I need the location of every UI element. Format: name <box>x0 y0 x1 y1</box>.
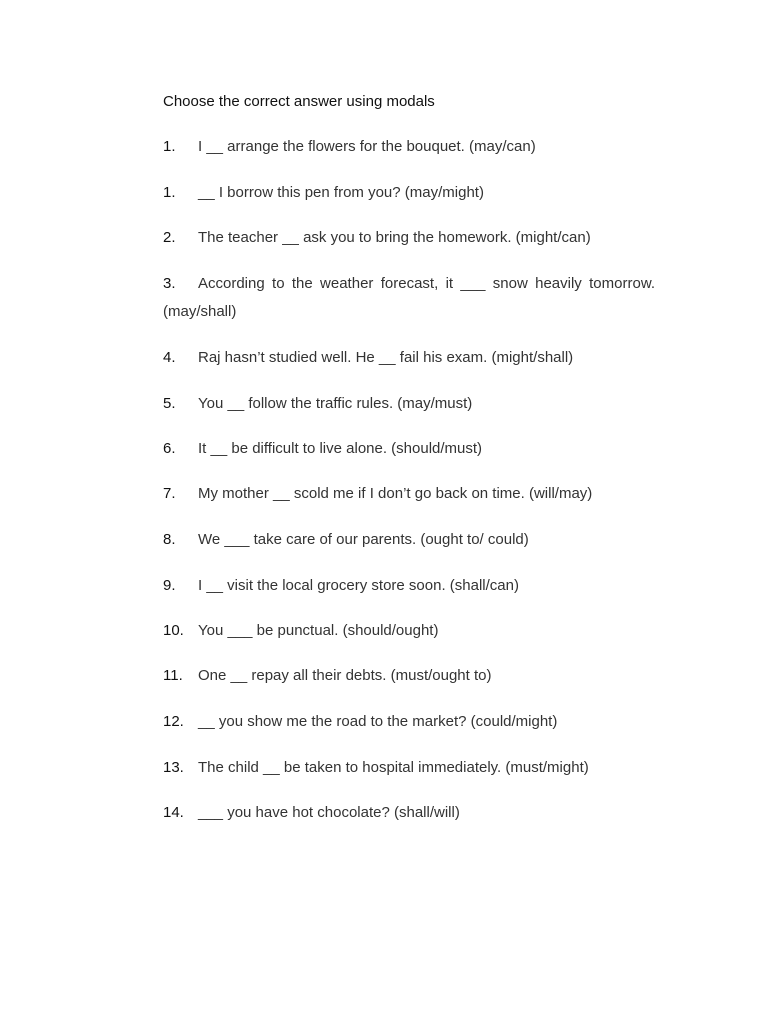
question-item <box>163 179 655 207</box>
question-number: 12. <box>163 713 184 730</box>
question-item <box>163 617 655 645</box>
question-item <box>163 270 655 326</box>
question-text: I __ visit the local grocery store soon. (shall/can) <box>198 577 519 594</box>
question-number: 10. <box>163 622 184 639</box>
question-item <box>163 799 655 827</box>
question-item <box>163 572 655 600</box>
question-text: We ___ take care of our parents. (ought to/ could) <box>198 531 529 548</box>
question-text: My mother __ scold me if I don’t go back on time. (will/may) <box>198 485 593 502</box>
question-item <box>163 708 655 736</box>
question-text: ___ you have hot chocolate? (shall/will) <box>198 804 460 821</box>
question-item <box>163 435 655 463</box>
question-number: 1. <box>163 184 176 201</box>
question-number: 7. <box>163 485 176 502</box>
question-number: 9. <box>163 577 176 594</box>
question-item <box>163 662 655 690</box>
question-text: The child __ be taken to hospital immediately. (must/might) <box>198 759 589 776</box>
question-text: One __ repay all their debts. (must/ought to) <box>198 667 492 684</box>
question-item <box>163 526 655 554</box>
question-text: It __ be difficult to live alone. (should/must) <box>198 440 483 457</box>
question-text: __ I borrow this pen from you? (may/might) <box>198 184 484 201</box>
worksheet-title: Choose the correct answer using modals <box>163 93 435 110</box>
question-number: 2. <box>163 229 176 246</box>
question-item <box>163 344 655 372</box>
question-text: The teacher __ ask you to bring the homework. (might/can) <box>198 229 591 246</box>
question-number: 8. <box>163 531 176 548</box>
question-text: I __ arrange the flowers for the bouquet. (may/can) <box>198 138 536 155</box>
question-number: 5. <box>163 395 176 412</box>
question-number: 4. <box>163 349 176 366</box>
question-item <box>163 480 655 508</box>
question-text: According to the weather forecast, it ___ snow heavily tomorrow. (may/shall) <box>163 275 655 320</box>
question-number: 14. <box>163 804 184 821</box>
question-item <box>163 754 655 782</box>
question-number: 11. <box>163 667 183 684</box>
question-item <box>163 390 655 418</box>
question-number: 3. <box>163 275 176 292</box>
question-text: __ you show me the road to the market? (could/might) <box>198 713 558 730</box>
question-item <box>163 133 655 161</box>
question-text: Raj hasn’t studied well. He __ fail his exam. (might/shall) <box>198 349 574 366</box>
question-number: 6. <box>163 440 176 457</box>
question-text: You __ follow the traffic rules. (may/must) <box>198 395 473 412</box>
question-number: 13. <box>163 759 184 776</box>
question-item <box>163 224 655 252</box>
question-number: 1. <box>163 138 176 155</box>
question-text: You ___ be punctual. (should/ought) <box>198 622 439 639</box>
